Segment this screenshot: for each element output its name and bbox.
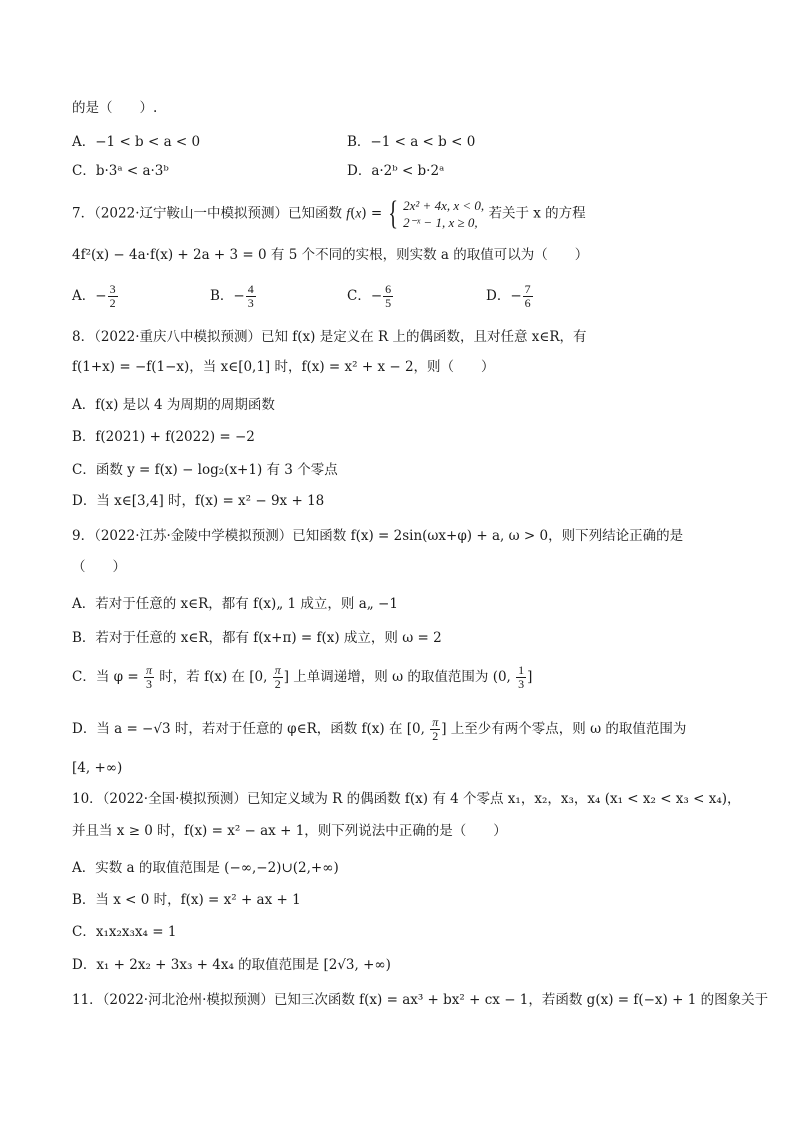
q8-stem-line1: 8．（2022·重庆八中模拟预测）已知 f(x) 是定义在 R 上的偶函数，且对任意 x∈R，有 <box>72 329 587 345</box>
q9-option-d[interactable] <box>72 716 686 743</box>
q7-option-c[interactable] <box>347 283 394 310</box>
q10-option-b[interactable]: B．当 x < 0 时，f(x) = x² + ax + 1 <box>72 892 301 908</box>
q7-suffix: 若关于 x 的方程 <box>488 205 586 222</box>
q7-c-den: 5 <box>385 296 392 310</box>
q9-c-pre: C．当 φ = <box>72 669 143 685</box>
q9-d-end: ] 上至少有两个零点，则 ω 的取值范围为 <box>441 721 687 737</box>
q7-equation-line: 4f²(x) − 4a·f(x) + 2a + 3 = 0 有 5 个不同的实根，则实数 a 的取值可以为（ ） <box>72 247 589 263</box>
question-fragment: 的是（ ）. <box>72 100 158 116</box>
q8-stem-line2: f(1+x) = −f(1−x)，当 x∈[0,1] 时，f(x) = x² + x − 2，则（ ） <box>72 359 495 375</box>
q9-option-c[interactable] <box>72 664 532 691</box>
q9-c-frac3 <box>516 664 526 691</box>
q7-prefix: 7．（2022·辽宁鞍山一中模拟预测）已知函数 <box>72 205 342 222</box>
q7-case-1: 2x² + 4x, x < 0, <box>403 198 485 213</box>
brace-symbol: { <box>387 195 398 232</box>
q7-option-d[interactable] <box>486 283 534 310</box>
q10-stem-line1: 10．（2022·全国·模拟预测）已知定义域为 R 的偶函数 f(x) 有 4 个零点 x₁，x₂，x₃，x₄ (x₁ < x₂ < x₃ < x₄)， <box>72 791 741 807</box>
q9-c-frac1-num: π <box>145 663 152 677</box>
q7-a-label: A．− <box>72 288 107 304</box>
q6-option-a[interactable]: A．−1 < b < a < 0 <box>72 134 201 150</box>
q9-option-b[interactable]: B．若对于任意的 x∈R，都有 f(x+π) = f(x) 成立，则 ω = 2 <box>72 630 442 646</box>
q9-c-frac2-den: 2 <box>274 677 281 691</box>
q8-option-d[interactable]: D．当 x∈[3,4] 时，f(x) = x² − 9x + 18 <box>72 493 325 509</box>
q7-b-den: 3 <box>247 296 254 310</box>
q6-option-c[interactable]: C．b·3ᵃ < a·3ᵇ <box>72 163 169 179</box>
q9-c-mid2: ] 上单调递增，则 ω 的取值范围为 (0, <box>283 669 516 685</box>
q9-c-frac2 <box>273 664 283 691</box>
q10-option-c[interactable]: C．x₁x₂x₃x₄ = 1 <box>72 924 177 940</box>
q7-stem: 7．（2022·辽宁鞍山一中模拟预测）已知函数 f(x) = { 2x² + 4x, x < 0, 2⁻ˣ − 1, x ≥ 0, 若关于 x 的方程 <box>72 195 586 232</box>
q9-c-end: ] <box>527 669 533 685</box>
q9-stem-line1: 9．（2022·江苏·金陵中学模拟预测）已知函数 f(x) = 2sin(ωx+φ) + a, ω > 0，则下列结论正确的是 <box>72 528 684 544</box>
q9-d-pre: D．当 a = −√3 时，若对于任意的 φ∈R，函数 f(x) 在 [0, <box>72 721 430 737</box>
q7-c-label: C．− <box>347 288 383 304</box>
q9-option-a[interactable]: A．若对于任意的 x∈R，都有 f(x)„ 1 成立，则 a„ −1 <box>72 596 398 612</box>
q7-d-label: D．− <box>486 288 522 304</box>
q7-c-num: 6 <box>385 282 392 296</box>
q10-option-d[interactable]: D．x₁ + 2x₂ + 3x₃ + 4x₄ 的取值范围是 [2√3, +∞) <box>72 957 391 973</box>
q6-option-b[interactable]: B．−1 < a < b < 0 <box>347 134 476 150</box>
q8-option-a[interactable]: A．f(x) 是以 4 为周期的周期函数 <box>72 397 275 413</box>
q7-d-num: 7 <box>524 282 531 296</box>
q8-option-c[interactable]: C．函数 y = f(x) − log₂(x+1) 有 3 个零点 <box>72 462 338 478</box>
q7-option-a[interactable] <box>72 283 119 310</box>
q7-a-num: 3 <box>109 282 116 296</box>
q7-a-den: 2 <box>109 296 116 310</box>
q9-c-mid: 时，若 f(x) 在 [0, <box>154 669 272 685</box>
q9-d-frac <box>430 716 440 743</box>
q7-b-frac <box>246 283 256 310</box>
q7-b-label: B．− <box>210 288 245 304</box>
q11-stem-line1: 11．（2022·河北沧州·模拟预测）已知三次函数 f(x) = ax³ + bx² + cx − 1，若函数 g(x) = f(−x) + 1 的图象关于 <box>72 992 769 1008</box>
q7-d-den: 6 <box>524 296 531 310</box>
q9-c-frac3-num: 1 <box>518 663 525 677</box>
q9-d-frac-num: π <box>432 715 439 729</box>
q10-option-a[interactable]: A．实数 a 的取值范围是 (−∞,−2)∪(2,+∞) <box>72 860 339 876</box>
q7-c-frac <box>383 283 393 310</box>
q9-stem-line2: （ ） <box>72 559 126 575</box>
q8-option-b[interactable]: B．f(2021) + f(2022) = −2 <box>72 429 255 445</box>
q9-d-frac-den: 2 <box>432 729 439 743</box>
q9-option-d-line2: [4, +∞) <box>72 760 123 776</box>
q6-option-d[interactable]: D．a·2ᵇ < b·2ᵃ <box>347 163 445 179</box>
q10-stem-line2: 并且当 x ≥ 0 时，f(x) = x² − ax + 1，则下列说法中正确的是（ ） <box>72 823 507 839</box>
q9-c-frac3-den: 3 <box>518 677 525 691</box>
q7-a-frac <box>108 283 118 310</box>
q7-case-2: 2⁻ˣ − 1, x ≥ 0, <box>403 215 478 230</box>
q9-c-frac1-den: 3 <box>145 677 152 691</box>
q7-b-num: 4 <box>247 282 254 296</box>
q9-c-frac1 <box>144 664 154 691</box>
q7-piecewise <box>403 197 484 231</box>
q7-option-b[interactable] <box>210 283 257 310</box>
q9-c-frac2-num: π <box>274 663 281 677</box>
q7-d-frac <box>523 283 533 310</box>
